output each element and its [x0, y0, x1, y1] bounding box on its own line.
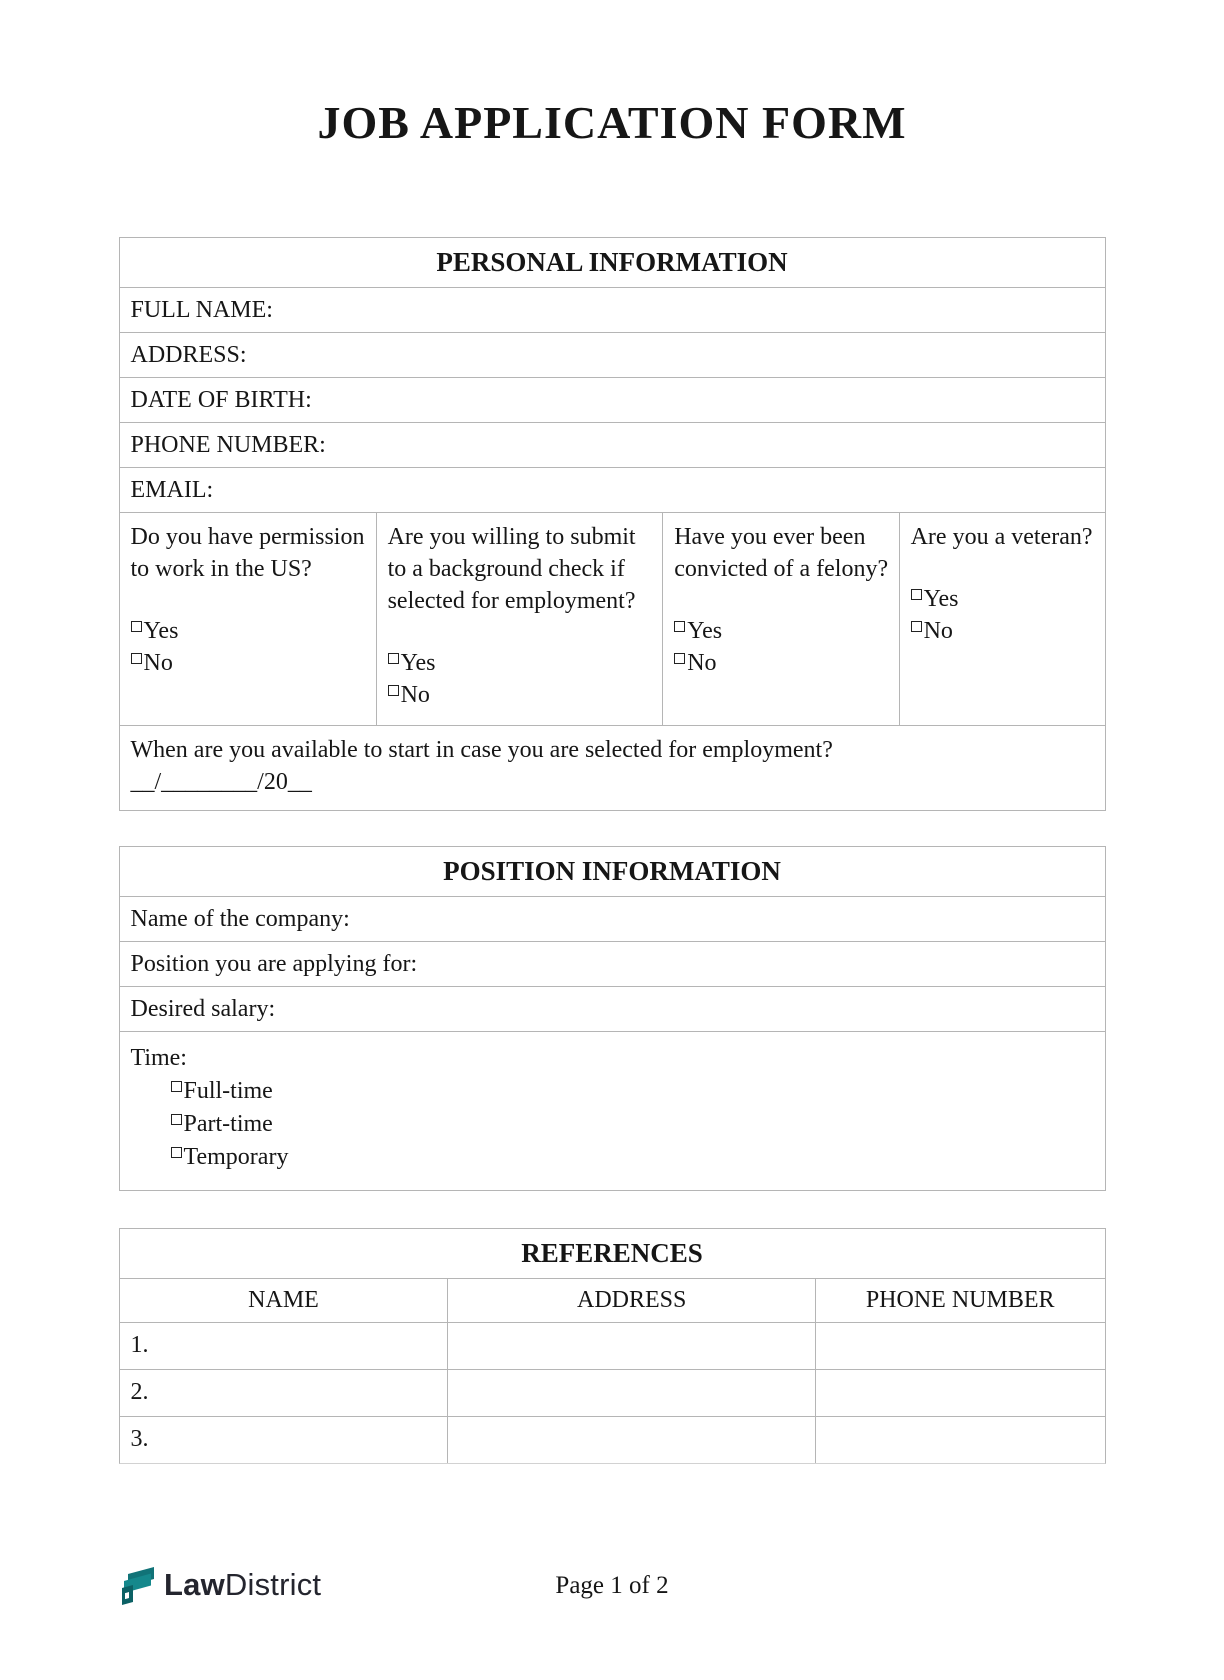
reference-phone-cell[interactable] — [816, 1370, 1105, 1416]
question-work-permission — [120, 513, 377, 725]
lawdistrict-wordmark — [164, 1567, 321, 1603]
availability-row[interactable] — [120, 726, 1105, 810]
checkbox-icon[interactable] — [911, 589, 922, 600]
page-indicator: Page 1 of 2 — [555, 1572, 669, 1599]
question-text: Have you ever been convicted of a felony? — [674, 524, 889, 582]
field-row-company-name[interactable] — [120, 897, 1105, 942]
checkbox-label: No — [687, 650, 717, 676]
row-number: 1. — [130, 1332, 149, 1358]
checkbox-option-yes[interactable] — [131, 615, 366, 647]
field-label: FULL NAME: — [130, 297, 273, 323]
field-row-desired-salary[interactable] — [120, 987, 1105, 1032]
checkbox-icon[interactable] — [388, 685, 399, 696]
checkbox-option-no[interactable] — [911, 615, 1095, 647]
checkbox-label: Yes — [923, 586, 959, 612]
field-label: ADDRESS: — [130, 342, 247, 368]
column-header-phone-number: PHONE NUMBER — [865, 1287, 1055, 1313]
reference-row-3 — [120, 1417, 1105, 1463]
brand-law: Law — [164, 1567, 225, 1602]
reference-name-cell[interactable] — [120, 1370, 449, 1416]
checkbox-label: No — [400, 682, 430, 708]
checkbox-label: Full-time — [183, 1078, 273, 1104]
checkbox-icon[interactable] — [131, 621, 142, 632]
checkbox-label: Yes — [687, 618, 723, 644]
personal-information-table — [119, 237, 1106, 811]
question-felony — [663, 513, 899, 725]
lawdistrict-books-icon — [118, 1564, 158, 1606]
checkbox-option-yes[interactable] — [674, 615, 888, 647]
field-row-phone-number[interactable] — [120, 423, 1105, 468]
checkbox-option-yes[interactable] — [388, 647, 653, 679]
personal-information-header: PERSONAL INFORMATION — [120, 238, 1105, 288]
checkbox-label: Part-time — [183, 1111, 273, 1137]
reference-phone-cell[interactable] — [816, 1323, 1105, 1369]
checkbox-option-yes[interactable] — [911, 583, 1095, 615]
question-text: Are you a veteran? — [910, 524, 1093, 550]
checkbox-icon[interactable] — [171, 1147, 182, 1158]
page-title: JOB APPLICATION FORM — [317, 97, 907, 148]
row-number: 2. — [130, 1379, 149, 1405]
question-background-check — [377, 513, 664, 725]
references-header: REFERENCES — [120, 1229, 1105, 1279]
checkbox-option-full-time[interactable] — [131, 1075, 1094, 1108]
checkbox-label: Yes — [400, 650, 436, 676]
reference-row-2 — [120, 1370, 1105, 1417]
reference-name-cell[interactable] — [120, 1323, 449, 1369]
checkbox-label: No — [923, 618, 953, 644]
checkbox-icon[interactable] — [131, 653, 142, 664]
page-footer — [118, 1564, 1106, 1610]
position-information-header: POSITION INFORMATION — [120, 847, 1105, 897]
question-veteran — [900, 513, 1105, 725]
references-table — [119, 1228, 1106, 1464]
time-row — [120, 1032, 1105, 1190]
checkbox-option-temporary[interactable] — [131, 1141, 1094, 1174]
row-number: 3. — [130, 1426, 149, 1452]
checkbox-icon[interactable] — [388, 653, 399, 664]
brand-district: District — [224, 1567, 322, 1602]
checkbox-icon[interactable] — [911, 621, 922, 632]
field-row-full-name[interactable] — [120, 288, 1105, 333]
checkbox-label: Temporary — [183, 1144, 289, 1170]
reference-phone-cell[interactable] — [816, 1417, 1105, 1463]
reference-address-cell[interactable] — [448, 1370, 815, 1416]
checkbox-label: No — [143, 650, 173, 676]
field-label: Position you are applying for: — [130, 951, 418, 977]
availability-answer-line[interactable]: __/________/20__ — [130, 769, 312, 795]
reference-address-cell[interactable] — [448, 1323, 815, 1369]
checkbox-label: Yes — [143, 618, 179, 644]
question-text: Do you have permission to work in the US? — [130, 524, 365, 582]
checkbox-option-no[interactable] — [674, 647, 888, 679]
question-options — [131, 615, 366, 679]
field-row-address[interactable] — [120, 333, 1105, 378]
field-row-position-applying[interactable] — [120, 942, 1105, 987]
reference-row-1 — [120, 1323, 1105, 1370]
column-header-name: NAME — [120, 1279, 449, 1322]
time-label: Time: — [130, 1045, 187, 1071]
checkbox-option-no[interactable] — [388, 679, 653, 711]
checkbox-icon[interactable] — [674, 621, 685, 632]
reference-name-cell[interactable] — [120, 1417, 449, 1463]
field-row-date-of-birth[interactable] — [120, 378, 1105, 423]
field-label: PHONE NUMBER: — [130, 432, 326, 458]
field-label: DATE OF BIRTH: — [130, 387, 312, 413]
checkbox-icon[interactable] — [171, 1114, 182, 1125]
checkbox-icon[interactable] — [171, 1081, 182, 1092]
question-options — [674, 615, 888, 679]
question-text: Are you willing to submit to a background check if selected for employment? — [387, 524, 636, 614]
field-label: Desired salary: — [130, 996, 276, 1022]
checkbox-option-part-time[interactable] — [131, 1108, 1094, 1141]
checkbox-option-no[interactable] — [131, 647, 366, 679]
field-label: EMAIL: — [130, 477, 214, 503]
position-information-table — [119, 846, 1106, 1191]
checkbox-icon[interactable] — [674, 653, 685, 664]
field-label: Name of the company: — [130, 906, 350, 932]
question-options — [911, 583, 1095, 647]
availability-question: When are you available to start in case you are selected for employment? — [130, 737, 833, 763]
question-options — [388, 647, 653, 711]
field-row-email[interactable] — [120, 468, 1105, 513]
reference-address-cell[interactable] — [448, 1417, 815, 1463]
document-page — [119, 96, 1106, 1464]
eligibility-questions-row — [120, 513, 1105, 726]
references-column-headers — [120, 1279, 1105, 1323]
column-header-address: ADDRESS — [448, 1279, 815, 1322]
